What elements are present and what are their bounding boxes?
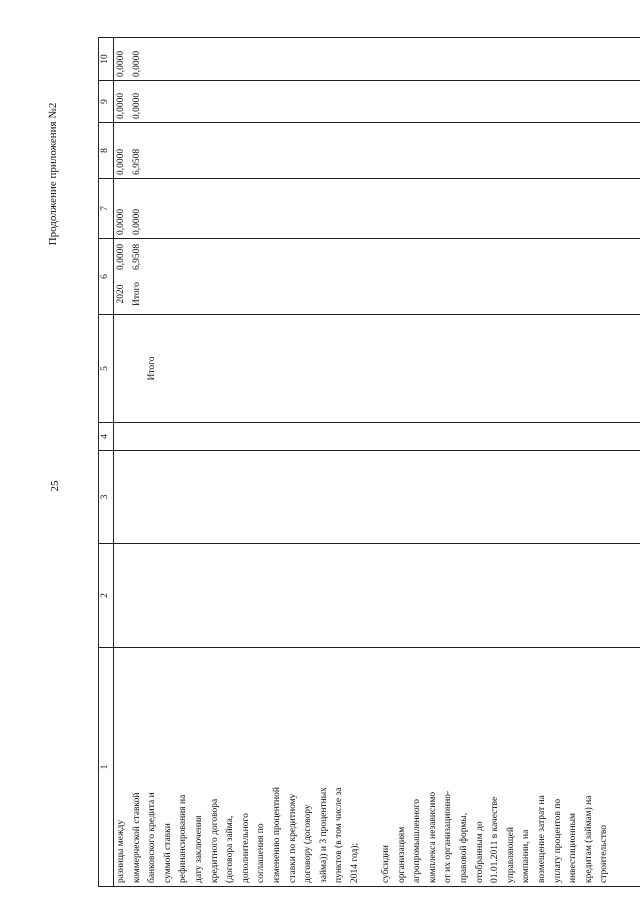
values-col6: 0,0000 6,9508 — [116, 243, 142, 270]
column-header: 6 — [99, 239, 114, 315]
column-header: 10 — [99, 38, 114, 81]
column-header: 3 — [99, 451, 114, 544]
cell-col5: Итого — [114, 315, 640, 423]
column-header: 7 — [99, 179, 114, 239]
cell-col3 — [114, 451, 640, 544]
column-header: 9 — [99, 81, 114, 123]
values-col8: 0,0000 6,9508 — [114, 123, 640, 179]
column-header: 8 — [99, 123, 114, 179]
table-row — [114, 38, 640, 887]
column-header: 5 — [99, 315, 114, 423]
data-table-rotated — [98, 38, 610, 887]
values-col7: 0,0000 0,0000 — [114, 179, 640, 239]
year-labels: 2020 Итого — [116, 281, 142, 307]
cell-col2 — [114, 544, 640, 648]
table-header-row — [99, 38, 114, 887]
row-description: разницы между коммерческой ставкой банковского кредита и суммой ставки рефинансирования на дату заключения кредитного договора (договора займа, дополнительного соглашения по изменению процентной ставки по кредитному договору (договору займа)) и 3 процентных пунктов (в том числе за 2014 год); субсидии организациям агропромышленного комплекса независимо от их организационно- правовой формы, отобранным до 01.01.2011 в качестве управляющей компании, на возмещение затрат на уплату процентов по инвестиционным кредитам (займам) на строительство — [114, 648, 640, 887]
appendix-title: Продолжение приложения №2 — [47, 102, 59, 246]
values-col9: 0,0000 0,0000 — [114, 81, 640, 123]
cell-col6 — [114, 239, 640, 315]
data-table — [98, 37, 640, 887]
values-col10: 0,0000 0,0000 — [114, 38, 640, 81]
cell-col4 — [114, 423, 640, 451]
page-number: 25 — [49, 480, 61, 492]
column-header: 1 — [99, 648, 114, 887]
column-header: 4 — [99, 423, 114, 451]
column-header: 2 — [99, 544, 114, 648]
